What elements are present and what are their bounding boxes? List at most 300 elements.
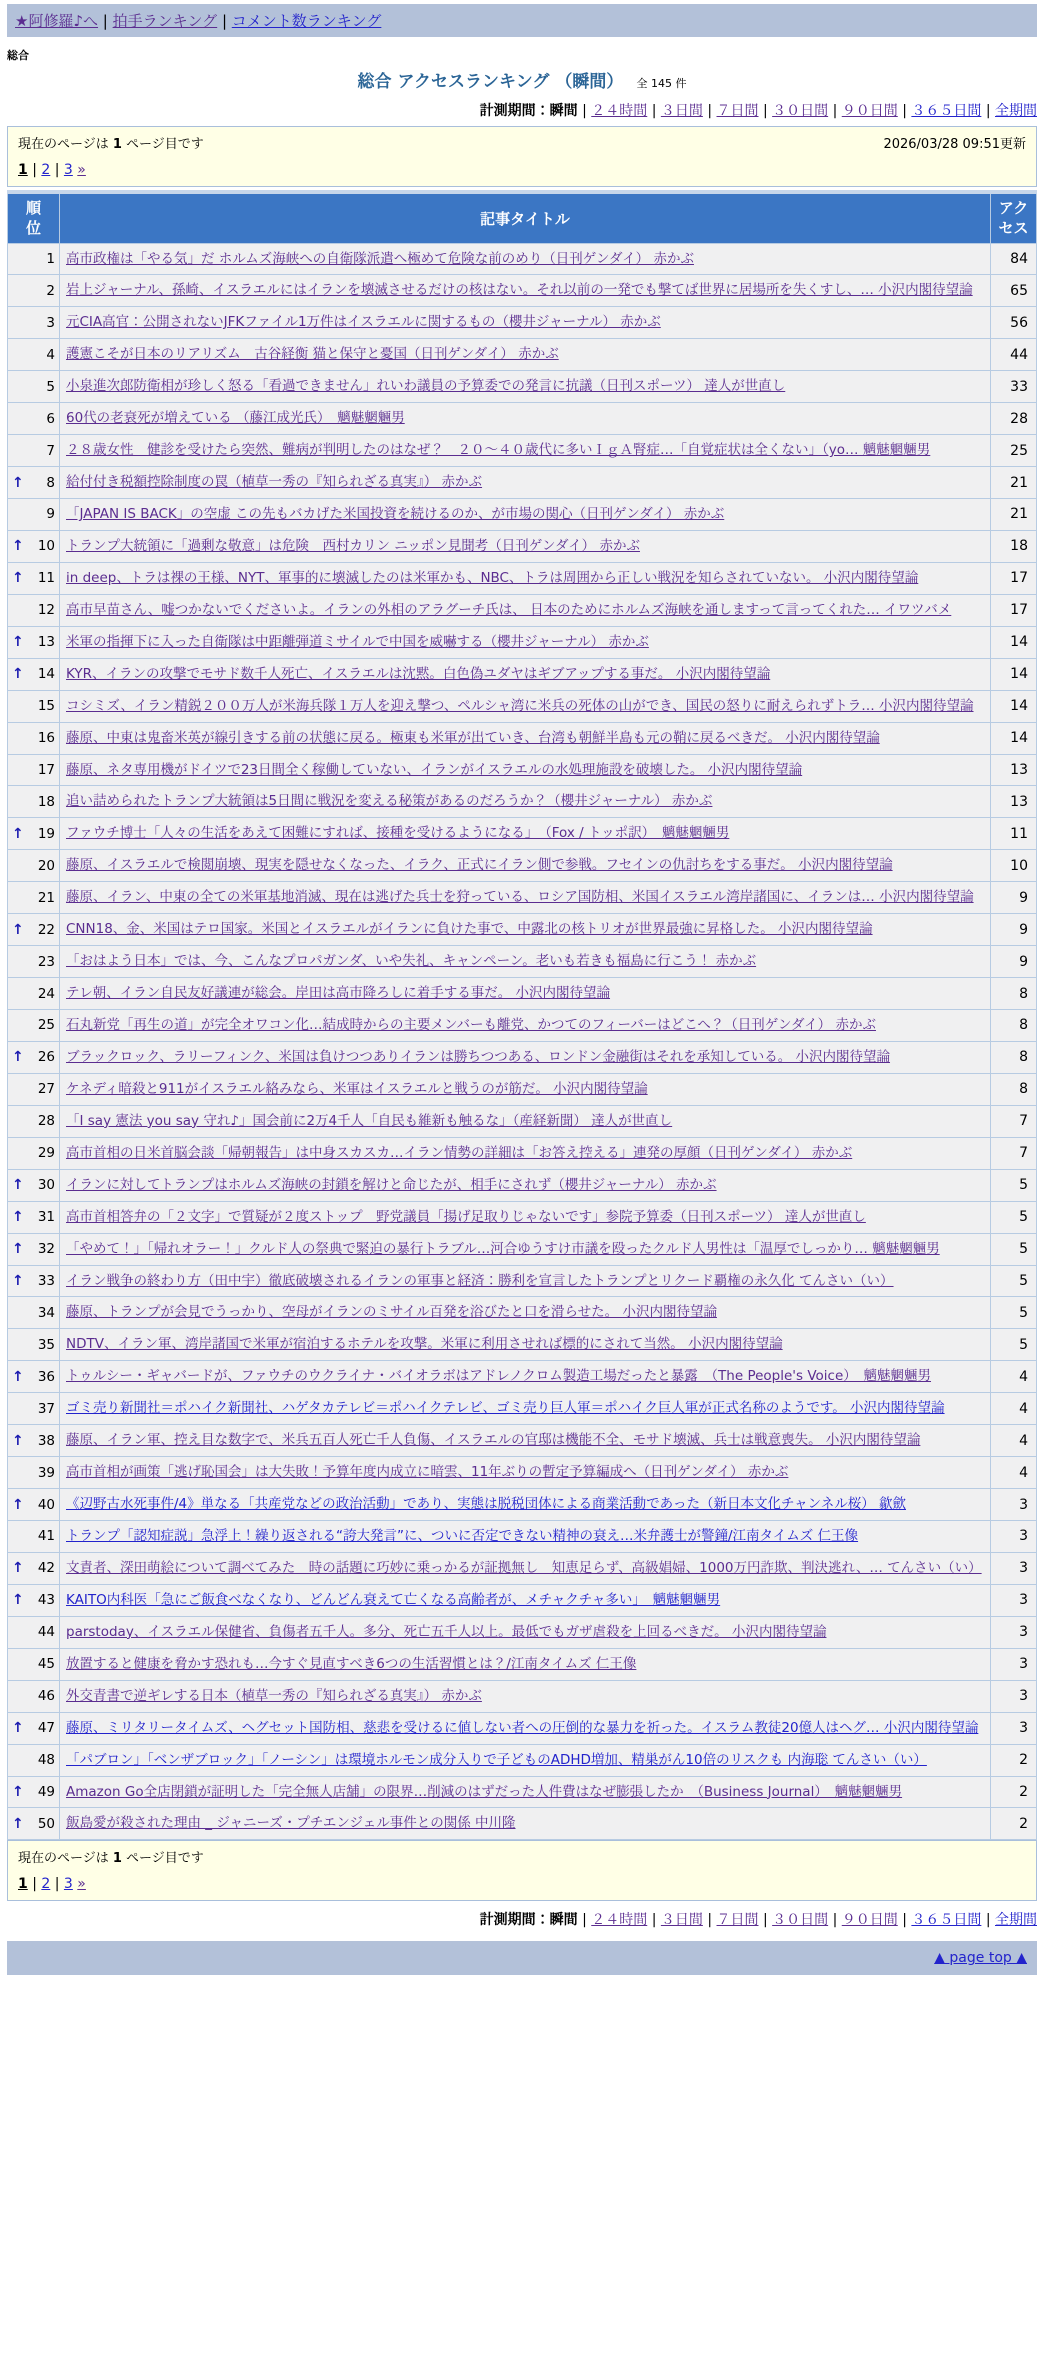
pagination-box-bottom <box>7 1840 1037 1901</box>
period-link[interactable]: ３日間 <box>660 103 703 119</box>
article-link[interactable]: 藤原、中東は鬼畜米英が線引きする前の状態に戻る。極東も米軍が出ていき、台湾も朝鮮半島も元の鞘に戻るべきだ。 小沢内閣待望論 <box>66 729 880 746</box>
period-label: 計測期間： <box>479 1912 550 1929</box>
table-row <box>8 435 1037 467</box>
article-title-cell <box>60 1648 991 1680</box>
access-count: 3 <box>991 1712 1037 1744</box>
rank-number: 19 <box>37 825 55 842</box>
article-link[interactable]: 「JAPAN IS BACK」の空虚 この先もバカげた米国投資を続けるのか、が市場の関心（日刊ゲンダイ） 赤かぶ <box>66 506 725 522</box>
separator: | <box>577 1912 592 1929</box>
page-title: 総合 アクセスランキング （瞬間） <box>357 72 624 92</box>
rank-up-icon: ↑ <box>12 825 24 842</box>
rank-cell <box>8 658 60 690</box>
title-line <box>7 67 1037 92</box>
rank-cell <box>8 1201 60 1233</box>
article-title-cell <box>60 562 991 594</box>
rank-number: 15 <box>37 698 55 715</box>
article-link[interactable]: ゴミ売り新聞社＝ポハイク新聞社、ハゲタカテレビ＝ポハイクテレビ、ゴミ売り巨人軍＝ポハイク巨人軍が正式名称のようです。 小沢内閣待望論 <box>66 1400 945 1417</box>
period-link[interactable]: ３日間 <box>660 1912 703 1929</box>
article-title-cell <box>60 243 991 275</box>
rank-number: 2 <box>46 282 55 299</box>
article-title-cell <box>60 1201 991 1233</box>
rank-up-icon: ↑ <box>12 1049 24 1066</box>
access-count: 11 <box>991 818 1037 850</box>
article-link[interactable]: 「やめて！」「帰れオラー！」クルド人の祭典で緊迫の暴行トラブル…河合ゆうすけ市議を殴ったクルド人男性は「温厚でしっかり… 魑魅魍魎男 <box>66 1240 940 1257</box>
access-count: 17 <box>991 594 1037 626</box>
article-link[interactable]: トランプ「認知症説」急浮上！繰り返される“誇大発言”に、ついに否定できない精神の衰え…米弁護士が警鐘/江南タイムズ 仁王像 <box>66 1528 859 1544</box>
rank-cell <box>8 1010 60 1042</box>
rank-cell <box>8 850 60 882</box>
table-row <box>8 1265 1037 1297</box>
article-link[interactable]: 「パブロン」「ベンザブロック」「ノーシン」は環境ホルモン成分入りで子どものADHD増加、精巣がん10倍のリスクも 内海聡 てんさい（い） <box>66 1751 927 1768</box>
article-link[interactable]: 米軍の指揮下に入った自衛隊は中距離弾道ミサイルで中国を威嚇する（櫻井ジャーナル） 赤かぶ <box>66 633 649 650</box>
article-link[interactable]: 高市首相の日米首脳会談「帰朝報告」は中身スカスカ…イラン情勢の詳細は「お答え控える」連発の厚顔（日刊ゲンダイ） 赤かぶ <box>66 1144 853 1161</box>
rank-number: 32 <box>37 1241 55 1258</box>
rank-number: 34 <box>37 1304 55 1321</box>
article-link[interactable]: イランに対してトランプはホルムズ海峡の封鎖を解けと命じたが、相手にされず（櫻井ジャーナル） 赤かぶ <box>66 1176 717 1193</box>
table-row <box>8 1457 1037 1489</box>
table-row <box>8 371 1037 403</box>
access-count: 3 <box>991 1584 1037 1616</box>
article-link[interactable]: 護憲こそが日本のリアリズム 古谷経衡 猫と保守と憂国（日刊ゲンダイ） 赤かぶ <box>66 346 559 363</box>
page-info-row <box>18 1847 1026 1866</box>
table-row <box>8 626 1037 658</box>
rank-cell <box>8 307 60 339</box>
access-count: 2 <box>991 1776 1037 1808</box>
article-link[interactable]: 60代の老衰死が増えている （藤江成光氏） 魑魅魍魎男 <box>66 410 405 427</box>
article-link[interactable]: parstoday、イスラエル保健省、負傷者五千人。多分、死亡五千人以上。最低でもガザ虐殺を上回るべきだ。 小沢内閣待望論 <box>66 1623 827 1640</box>
article-title-cell <box>60 1552 991 1584</box>
rank-cell <box>8 371 60 403</box>
period-links-bottom <box>7 1909 1037 1929</box>
period-link[interactable]: ３０日間 <box>772 103 829 119</box>
table-row <box>8 1552 1037 1584</box>
article-link[interactable]: Amazon Go全店閉鎖が証明した「完全無人店舗」の限界…削減のはずだった人件費はなぜ膨張したか （Business Journal） 魑魅魍魎男 <box>66 1783 903 1800</box>
period-link[interactable]: 全期間 <box>995 1912 1037 1929</box>
category-label: 総合 <box>7 49 29 62</box>
article-link[interactable]: 「I say 憲法 you say 守れ♪」国会前に2万4千人「自民も維新も触るな」（産経新聞） 達人が世直し <box>66 1112 673 1129</box>
table-row <box>8 1425 1037 1457</box>
article-title-cell <box>60 1521 991 1553</box>
article-title-cell <box>60 978 991 1010</box>
article-title-cell <box>60 1425 991 1457</box>
rank-number: 49 <box>37 1783 55 1800</box>
table-row <box>8 1584 1037 1616</box>
rank-cell <box>8 403 60 435</box>
table-row <box>8 243 1037 275</box>
access-count: 7 <box>991 1137 1037 1169</box>
rank-number: 36 <box>37 1368 55 1385</box>
article-title-cell <box>60 403 991 435</box>
table-row <box>8 1105 1037 1137</box>
article-link[interactable]: 高市首相が画策「逃げ恥国会」は大失敗！予算年度内成立に暗雲、11年ぶりの暫定予算編成へ（日刊ゲンダイ） 赤かぶ <box>66 1464 789 1481</box>
article-link[interactable]: 「おはよう日本」では、今、こんなプロパガンダ、いや失礼、キャンペーン。老いも若きも福島に行こう！ 赤かぶ <box>66 953 757 970</box>
updated-timestamp: 2026/03/28 09:51更新 <box>883 137 1026 152</box>
period-link[interactable]: ２４時間 <box>591 103 648 119</box>
table-row <box>8 467 1037 499</box>
separator: | <box>981 1912 995 1929</box>
article-link[interactable]: 文責者、深田萌絵について調べてみた 時の話題に巧妙に乗っかるが証拠無し 知恵足らず、高級娼婦、1000万円詐欺、判決逃れ、… てんさい（い） <box>66 1559 982 1576</box>
access-count: 25 <box>991 435 1037 467</box>
rank-cell <box>8 1776 60 1808</box>
article-link[interactable]: 放置すると健康を脅かす恐れも…今すぐ見直すべき6つの生活習慣とは？/江南タイムズ 仁王像 <box>66 1655 637 1672</box>
access-count: 5 <box>991 1265 1037 1297</box>
table-row <box>8 403 1037 435</box>
table-row <box>8 530 1037 562</box>
rank-cell <box>8 1808 60 1840</box>
rank-cell <box>8 530 60 562</box>
rank-number: 27 <box>37 1081 55 1098</box>
article-link[interactable]: 藤原、ネタ専用機がドイツで23日間全く稼働していない、イランがイスラエルの水処理施設を破壊した。 小沢内閣待望論 <box>66 761 803 778</box>
access-column-header: アクセス <box>991 192 1037 243</box>
separator: | <box>98 12 113 30</box>
period-current: 瞬間 <box>549 103 578 119</box>
separator: | <box>828 1912 842 1929</box>
article-link[interactable]: KAITO内科医「急にご飯食べなくなり、どんどん衰えて亡くなる高齢者が、メチャクチャ多い」 魑魅魍魎男 <box>66 1591 721 1608</box>
page-link-current[interactable]: 1 <box>18 1876 28 1893</box>
rank-up-icon: ↑ <box>12 1783 24 1800</box>
access-count: 10 <box>991 850 1037 882</box>
rank-cell <box>8 690 60 722</box>
access-count: 18 <box>991 530 1037 562</box>
rank-cell <box>8 1616 60 1648</box>
rank-up-icon: ↑ <box>12 570 24 587</box>
article-link[interactable]: ケネディ暗殺と911がイスラエル絡みなら、米軍はイスラエルと戦うのが筋だ。 小沢内閣待望論 <box>66 1080 648 1097</box>
period-link[interactable]: ３０日間 <box>772 1912 829 1929</box>
period-links-top <box>7 100 1037 120</box>
table-row <box>8 1041 1037 1073</box>
article-title-cell <box>60 1744 991 1776</box>
article-title-cell <box>60 499 991 531</box>
access-count: 14 <box>991 626 1037 658</box>
rank-cell <box>8 1552 60 1584</box>
table-row <box>8 754 1037 786</box>
rank-number: 41 <box>37 1528 55 1545</box>
table-row <box>8 722 1037 754</box>
separator: | <box>758 103 773 119</box>
access-count: 17 <box>991 562 1037 594</box>
article-link[interactable]: 藤原、イラン軍、控え目な数字で、米兵五百人死亡千人負傷、イスラエルの官邸は機能不全、モサド壊滅、兵士は戦意喪失。 小沢内閣待望論 <box>66 1432 921 1449</box>
article-link[interactable]: 給付付き税額控除制度の罠（植草一秀の『知られざる真実』） 赤かぶ <box>66 474 483 491</box>
access-count: 7 <box>991 1105 1037 1137</box>
separator: | <box>897 1912 912 1929</box>
separator: | <box>27 1876 42 1893</box>
period-link[interactable]: ７日間 <box>716 103 759 119</box>
article-link[interactable]: 高市政権は「やる気」だ ホルムズ海峡への自衛隊派遣へ極めて危険な前のめり（日刊ゲンダイ） 赤かぶ <box>66 250 694 267</box>
access-count: 8 <box>991 978 1037 1010</box>
rank-number: 7 <box>46 442 55 459</box>
period-link[interactable]: ２４時間 <box>591 1912 648 1929</box>
article-link[interactable]: 石丸新党「再生の道」が完全オワコン化…結成時からの主要メンバーも離党、かつてのフィーバーはどこへ？（日刊ゲンダイ） 赤かぶ <box>66 1017 876 1033</box>
table-row <box>8 1233 1037 1265</box>
article-link[interactable]: 藤原、トランプが会見でうっかり、空母がイランのミサイル百発を浴びたと口を滑らせた。 小沢内閣待望論 <box>66 1304 717 1321</box>
rank-number: 25 <box>37 1017 55 1034</box>
article-link[interactable]: 藤原、イラン、中東の全ての米軍基地消滅、現在は逃げた兵士を狩っている、ロシア国防相、米国イスラエル湾岸諸国に、イランは… 小沢内閣待望論 <box>66 889 974 906</box>
page-info-row <box>18 133 1026 152</box>
article-link[interactable]: テレ朝、イラン自民友好議連が総会。岸田は高市降ろしに着手する事だ。 小沢内閣待望論 <box>66 985 611 1002</box>
page-link-current[interactable]: 1 <box>18 162 28 178</box>
separator: | <box>50 162 64 178</box>
access-count: 3 <box>991 1552 1037 1584</box>
page-links-top <box>18 162 1026 178</box>
rank-cell <box>8 1680 60 1712</box>
topbar-link[interactable]: 拍手ランキング <box>112 12 218 30</box>
table-row <box>8 1489 1037 1521</box>
rank-number: 13 <box>37 634 55 651</box>
rank-up-icon: ↑ <box>12 1560 24 1577</box>
page-info-text: 現在のページは 1 ページ目です <box>18 1851 204 1867</box>
access-count: 8 <box>991 1041 1037 1073</box>
rank-number: 20 <box>37 857 55 874</box>
article-link[interactable]: 岩上ジャーナル、孫崎、イスラエルにはイランを壊滅させるだけの核はない。それ以前の一発でも撃てば世界に居場所を失くすし、… 小沢内閣待望論 <box>66 282 973 299</box>
article-title-cell <box>60 850 991 882</box>
rank-cell <box>8 1297 60 1329</box>
article-title-cell <box>60 339 991 371</box>
page-link[interactable]: » <box>77 162 86 178</box>
separator: | <box>897 103 912 119</box>
rank-number: 40 <box>37 1496 55 1513</box>
access-count: 2 <box>991 1744 1037 1776</box>
article-link[interactable]: ２８歳女性 健診を受けたら突然、難病が判明したのはなぜ？ ２０～４０歳代に多いＩｇＡ腎症…「自覚症状は全くない」（yo… 魑魅魍魎男 <box>66 442 931 459</box>
rank-cell <box>8 562 60 594</box>
article-title-cell <box>60 1041 991 1073</box>
rank-number: 38 <box>37 1432 55 1449</box>
rank-cell <box>8 1712 60 1744</box>
rank-number: 14 <box>37 666 55 683</box>
rank-number: 50 <box>37 1815 55 1832</box>
article-link[interactable]: ブラックロック、ラリーフィンク、米国は負けつつありイランは勝ちつつある、ロンドン金融街はそれを承知している。 小沢内閣待望論 <box>66 1048 891 1065</box>
rank-number: 17 <box>37 761 55 778</box>
rank-number: 10 <box>37 538 55 555</box>
article-title-cell <box>60 882 991 914</box>
page-links-bottom <box>18 1876 1026 1892</box>
article-link[interactable]: トゥルシー・ギャバードが、ファウチのウクライナ・バイオラボはアドレノクロム製造工場だったと暴露 （The People's Voice） 魑魅魍魎男 <box>66 1368 932 1385</box>
rank-cell <box>8 946 60 978</box>
article-link[interactable]: ファウチ博士「人々の生活をあえて困難にすれば、接種を受けるようになる」 （Fox / トッポ訳） 魑魅魍魎男 <box>66 825 730 842</box>
table-row <box>8 1776 1037 1808</box>
rank-number: 3 <box>46 314 55 331</box>
table-row <box>8 914 1037 946</box>
rank-number: 46 <box>37 1688 55 1705</box>
page-info-text: 現在のページは 1 ページ目です <box>18 137 204 152</box>
rank-number: 28 <box>37 1113 55 1130</box>
article-title-cell <box>60 307 991 339</box>
page-link[interactable]: 2 <box>41 162 51 178</box>
article-link[interactable]: CNN18、金、米国はテロ国家。米国とイスラエルがイランに負けた事で、中露北の核トリオが世界最強に昇格した。 小沢内閣待望論 <box>66 921 873 938</box>
table-row <box>8 1521 1037 1553</box>
access-count: 2 <box>991 1808 1037 1840</box>
article-title-cell <box>60 754 991 786</box>
access-count: 21 <box>991 499 1037 531</box>
separator: | <box>828 103 842 119</box>
rank-cell <box>8 594 60 626</box>
article-title-cell <box>60 722 991 754</box>
article-title-cell <box>60 1073 991 1105</box>
rank-number: 1 <box>46 250 55 267</box>
rank-cell <box>8 1041 60 1073</box>
rank-cell <box>8 1361 60 1393</box>
rank-up-icon: ↑ <box>12 1272 24 1289</box>
separator: | <box>27 162 42 178</box>
article-link[interactable]: 《辺野古水死事件/4》単なる「共産党などの政治活動」であり、実態は脱税団体による商業活動であった（新日本文化チャンネル桜） 歙歛 <box>66 1496 906 1513</box>
rank-number: 31 <box>37 1209 55 1226</box>
rank-cell <box>8 1169 60 1201</box>
table-row <box>8 275 1037 307</box>
table-row <box>8 978 1037 1010</box>
table-row <box>8 1744 1037 1776</box>
article-link[interactable]: 小泉進次郎防衛相が珍しく怒る「看過できません」れいわ議員の予算委での発言に抗議（日刊スポーツ） 達人が世直し <box>66 378 786 395</box>
table-row <box>8 339 1037 371</box>
separator: | <box>758 1912 773 1929</box>
table-row <box>8 658 1037 690</box>
article-title-cell <box>60 1329 991 1361</box>
rank-number: 23 <box>37 953 55 970</box>
table-row <box>8 882 1037 914</box>
article-title-cell <box>60 658 991 690</box>
rank-cell <box>8 1521 60 1553</box>
table-row <box>8 1648 1037 1680</box>
article-title-cell <box>60 1712 991 1744</box>
access-count: 3 <box>991 1489 1037 1521</box>
article-link[interactable]: NDTV、イラン軍、湾岸諸国で米軍が宿泊するホテルを攻撃。米軍に利用させれば標的にされて当然。 小沢内閣待望論 <box>66 1336 783 1353</box>
article-link[interactable]: 高市早苗さん、嘘つかないでくださいよ。イランの外相のアラグーチ氏は、 日本のためにホルムズ海峡を通しますって言ってくれた… イワツバメ <box>66 601 952 618</box>
topbar-link[interactable]: ★阿修羅♪へ <box>15 12 99 30</box>
table-row <box>8 690 1037 722</box>
page-link[interactable]: » <box>77 1876 86 1893</box>
separator: | <box>647 103 661 119</box>
access-count: 4 <box>991 1361 1037 1393</box>
page-top-link[interactable]: ▲ page top ▲ <box>934 1950 1027 1967</box>
page-link[interactable]: 3 <box>63 162 73 178</box>
article-title-cell <box>60 818 991 850</box>
separator: | <box>702 1912 717 1929</box>
access-count: 14 <box>991 658 1037 690</box>
page-link[interactable]: 3 <box>63 1876 73 1893</box>
table-header-row <box>8 192 1037 243</box>
rank-up-icon: ↑ <box>12 1432 24 1449</box>
page-link[interactable]: 2 <box>41 1876 51 1893</box>
article-link[interactable]: 藤原、イスラエルで検閲崩壊、現実を隠せなくなった、イラク、正式にイラン側で参戦。フセインの仇討ちをする事だ。 小沢内閣待望論 <box>66 857 893 874</box>
access-count: 13 <box>991 754 1037 786</box>
rank-cell <box>8 1393 60 1425</box>
access-count: 3 <box>991 1521 1037 1553</box>
rank-cell <box>8 722 60 754</box>
article-link[interactable]: イラン戦争の終わり方（田中宇）徹底破壊されるイランの軍事と経済：勝利を宣言したトランプとリクード覇権の永久化 てんさい（い） <box>66 1272 894 1289</box>
rank-cell <box>8 1489 60 1521</box>
table-row <box>8 786 1037 818</box>
separator: | <box>981 103 995 119</box>
access-count: 21 <box>991 467 1037 499</box>
table-row <box>8 946 1037 978</box>
rank-cell <box>8 786 60 818</box>
access-count: 5 <box>991 1169 1037 1201</box>
access-count: 9 <box>991 882 1037 914</box>
rank-up-icon: ↑ <box>12 634 24 651</box>
access-count: 4 <box>991 1457 1037 1489</box>
period-current: 瞬間 <box>549 1912 578 1929</box>
article-link[interactable]: 元CIA高官：公開されないJFKファイル1万件はイスラエルに関するもの（櫻井ジャーナル） 赤かぶ <box>66 314 661 331</box>
article-title-cell <box>60 1393 991 1425</box>
access-count: 4 <box>991 1393 1037 1425</box>
article-title-cell <box>60 626 991 658</box>
table-row <box>8 1201 1037 1233</box>
article-title-cell <box>60 1616 991 1648</box>
rank-cell <box>8 978 60 1010</box>
table-row <box>8 499 1037 531</box>
table-row <box>8 1712 1037 1744</box>
rank-up-icon: ↑ <box>12 474 24 491</box>
rank-number: 35 <box>37 1336 55 1353</box>
rank-cell <box>8 882 60 914</box>
article-link[interactable]: in deep、トラは裸の王様、NYT、軍事的に壊滅したのは米軍かも、NBC、トラは周囲から正しい戦況を知らされていない。 小沢内閣待望論 <box>66 569 919 586</box>
article-link[interactable]: 飯島愛が殺された理由 _ ジャニーズ・プチエンジェル事件との関係 中川隆 <box>66 1815 516 1832</box>
rank-number: 16 <box>37 730 55 747</box>
article-link[interactable]: コシミズ、イラン精鋭２００万人が米海兵隊１万人を迎え撃つ、ペルシャ湾に米兵の死体の山ができ、国民の怒りに耐えられずトラ… 小沢内閣待望論 <box>66 697 974 714</box>
article-title-cell <box>60 946 991 978</box>
rank-number: 30 <box>37 1177 55 1194</box>
total-count: 全 145 件 <box>636 77 687 90</box>
rank-number: 29 <box>37 1145 55 1162</box>
access-count: 56 <box>991 307 1037 339</box>
article-link[interactable]: 外交青書で逆ギレする日本（植草一秀の『知られざる真実』） 赤かぶ <box>66 1687 482 1704</box>
access-count: 3 <box>991 1616 1037 1648</box>
period-link[interactable]: ７日間 <box>716 1912 759 1929</box>
access-count: 4 <box>991 1425 1037 1457</box>
access-count: 3 <box>991 1648 1037 1680</box>
rank-number: 9 <box>46 506 55 523</box>
article-title-cell <box>60 1584 991 1616</box>
rank-number: 21 <box>37 889 55 906</box>
access-count: 3 <box>991 1680 1037 1712</box>
article-link[interactable]: 高市首相答弁の「２文字」で質疑が２度ストップ 野党議員「揚げ足取りじゃないです」参院予算委（日刊スポーツ） 達人が世直し <box>66 1208 866 1225</box>
rank-number: 33 <box>37 1272 55 1289</box>
period-label: 計測期間： <box>479 103 550 119</box>
rank-number: 48 <box>37 1752 55 1769</box>
period-link[interactable]: 全期間 <box>995 103 1037 119</box>
table-row <box>8 818 1037 850</box>
period-link[interactable]: ９０日間 <box>841 1912 898 1929</box>
period-link[interactable]: ３６５日間 <box>911 103 982 119</box>
rank-up-icon: ↑ <box>12 1815 24 1832</box>
rank-number: 12 <box>37 602 55 619</box>
topbar <box>7 4 1037 37</box>
rank-number: 45 <box>37 1656 55 1673</box>
rank-up-icon: ↑ <box>12 1241 24 1258</box>
article-title-cell <box>60 786 991 818</box>
table-row <box>8 1073 1037 1105</box>
access-count: 33 <box>991 371 1037 403</box>
article-link[interactable]: 追い詰められたトランプ大統領は5日間に戦況を変える秘策があるのだろうか？（櫻井ジャーナル） 赤かぶ <box>66 793 713 810</box>
article-title-cell <box>60 435 991 467</box>
table-row <box>8 1329 1037 1361</box>
article-title-cell <box>60 1137 991 1169</box>
rank-number: 5 <box>46 378 55 395</box>
period-link[interactable]: ３６５日間 <box>911 1912 982 1929</box>
bottombar <box>7 1941 1037 1975</box>
access-count: 84 <box>991 243 1037 275</box>
rank-cell <box>8 1265 60 1297</box>
article-link[interactable]: 藤原、ミリタリータイムズ、ヘグセット国防相、慈悲を受けるに値しない者への圧倒的な暴力を祈った。イスラム教徒20億人はヘグ… 小沢内閣待望論 <box>66 1719 979 1736</box>
rank-up-icon: ↑ <box>12 1592 24 1609</box>
rank-up-icon: ↑ <box>12 1209 24 1226</box>
article-title-cell <box>60 1169 991 1201</box>
article-link[interactable]: トランプ大統領に「過剰な敬意」は危険 西村カリン ニッポン見聞考（日刊ゲンダイ） 赤かぶ <box>66 537 640 554</box>
access-count: 9 <box>991 946 1037 978</box>
rank-cell <box>8 818 60 850</box>
period-link[interactable]: ９０日間 <box>841 103 898 119</box>
table-row <box>8 1616 1037 1648</box>
article-link[interactable]: KYR、イランの攻撃でモサド数千人死亡、イスラエルは沈黙。白色偽ユダヤはギブアップする事だ。 小沢内閣待望論 <box>66 665 771 682</box>
topbar-link[interactable]: コメント数ランキング <box>231 12 382 30</box>
